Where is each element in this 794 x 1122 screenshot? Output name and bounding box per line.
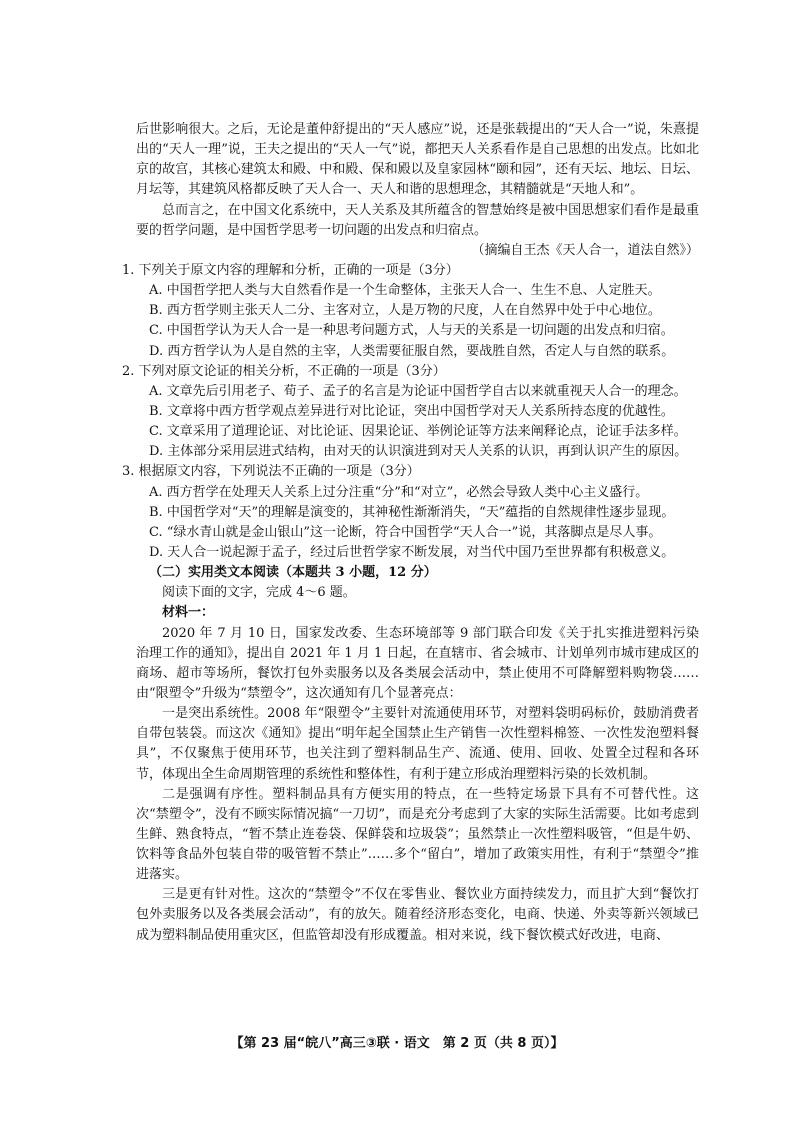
material-paragraph: 三是更有针对性。这次的“禁塑令”不仅在零售业、餐饮业方面持续发力，而且扩大到“餐饮打包外卖服务以及各类展会活动”，有的放矢。随着经济形态变化，电商、快递、外卖等新兴领域已成为塑料制品使用重灾区，但监管却没有形成覆盖。相对来说，线下餐饮模式好改进，电商、 bbox=[136, 887, 699, 943]
question-3 bbox=[122, 462, 699, 563]
option-d: D. 天人合一说起源于孟子，经过后世哲学家不断发展，对当代中国乃至世界都有积极意义。 bbox=[149, 544, 675, 560]
page-footer: 【第 23 届“皖八”高三③联 · 语文 第 2 页（共 8 页）】 bbox=[230, 1036, 564, 1051]
question-stem: 2. 下列对原文论证的相关分析，不正确的一项是（3分） bbox=[122, 363, 446, 379]
question-1 bbox=[122, 261, 699, 362]
option-a: A. 中国哲学把人类与大自然看作是一个生命整体，主张天人合一、生生不息、人定胜天。 bbox=[149, 283, 661, 299]
option-b: B. 中国哲学对“天”的理解是演变的，其神秘性渐渐消失，“天”蕴指的自然规律性逐步显现。 bbox=[149, 504, 675, 520]
option-c: C. “绿水青山就是金山银山”这一论断，符合中国哲学“天人合一”说，其落脚点是尽人事。 bbox=[149, 524, 662, 540]
section-title: （二）实用类文本阅读（本题共 3 小题，12 分） bbox=[149, 565, 437, 581]
option-b: B. 文章将中西方哲学观点差异进行对比论证，突出中国哲学对天人关系所持态度的优越性。 bbox=[149, 403, 674, 419]
option-d: D. 主体部分采用层进式结构，由对天的认识演进到对天人关系的认识，再到认识产生的原因。 bbox=[149, 444, 688, 460]
option-d: D. 西方哲学认为人是自然的主宰，人类需要征服自然，要战胜自然，否定人与自然的联系。 bbox=[149, 343, 675, 359]
intro-paragraph: 后世影响很大。之后，无论是董仲舒提出的“天人感应”说，还是张载提出的“天人合一”说，朱熹提出的“天人一理”说，王夫之提出的“天人一气”说，都把天人关系看作是自己思想的出发点。比如北京的故宫，其核心建筑太和殿、中和殿、保和殿以及皇家园林“颐和园”，还有天坛、地坛、日坛、月坛等，其建筑风格都反映了天人合一、天人和谐的思想理念，其精髓就是“天地人和”。 bbox=[136, 122, 699, 198]
question-stem: 1. 下列关于原文内容的理解和分析，正确的一项是（3分） bbox=[122, 262, 459, 278]
question-2 bbox=[122, 362, 699, 463]
option-a: A. 文章先后引用老子、荀子、孟子的名言是为论证中国哲学自古以来就重视天人合一的理念。 bbox=[149, 383, 687, 399]
page-content bbox=[122, 120, 699, 946]
material-paragraph: 2020 年 7 月 10 日，国家发改委、生态环境部等 9 部门联合印发《关于扎实推进塑料污染治理工作的通知》，提出自 2021 年 1 月 1 日起，在直辖市、省会城市、计划单列市城市建成区的商场、超市等场所，餐饮打包外卖服务以及各类展会活动中，禁止使用不可降解塑料购物袋……由“限塑令”升级为“禁塑令”，这次通知有几个显著亮点： bbox=[136, 625, 699, 701]
question-stem: 3. 根据原文内容，下列说法不正确的一项是（3分） bbox=[122, 464, 420, 480]
option-a: A. 西方哲学在处理天人关系上过分注重“分”和“对立”，必然会导致人类中心主义盛行。 bbox=[149, 484, 649, 500]
source-citation: （摘编自王杰《天人合一，道法自然》） bbox=[471, 242, 699, 258]
intro-paragraph: 总而言之，在中国文化系统中，天人关系及其所蕴含的智慧始终是被中国思想家们看作是最重要的哲学问题，是中国哲学思考一切问题的出发点和归宿点。 bbox=[136, 202, 699, 238]
option-b: B. 西方哲学则主张天人二分、主客对立，人是万物的尺度，人在自然界中处于中心地位。 bbox=[149, 303, 661, 319]
material-paragraph: 一是突出系统性。2008 年“限塑令”主要针对流通使用环节，对塑料袋明码标价，鼓励消费者自带包装袋。而这次《通知》提出“明年起全国禁止生产销售一次性塑料棉签、一次性发泡塑料餐具”，不仅聚焦于使用环节，也关注到了塑料制品生产、流通、使用、回收、处置全过程和各环节，体现出全生命周期管理的系统性和整体性，有利于建立形成治理塑料污染的长效机制。 bbox=[136, 706, 699, 782]
material-paragraph: 二是强调有序性。塑料制品具有方便实用的特点，在一些特定场景下具有不可替代性。这次“禁塑令”，没有不顾实际情况搞“一刀切”，而是充分考虑到了大家的实际生活需要。比如考虑到生鲜、熟食特点，“暂不禁止连卷袋、保鲜袋和垃圾袋”；虽然禁止一次性塑料吸管，“但是牛奶、饮料等食品外包装自带的吸管暂不禁止”……多个“留白”，增加了政策实用性，有利于“禁塑令”推进落实。 bbox=[136, 786, 699, 883]
option-c: C. 文章采用了道理论证、对比论证、因果论证、举例论证等方法来阐释论点，论证手法多样。 bbox=[149, 424, 687, 440]
section-instruction: 阅读下面的文字，完成 4～6 题。 bbox=[162, 585, 356, 601]
material-label: 材料一： bbox=[162, 605, 215, 621]
option-c: C. 中国哲学认为天人合一是一种思考问题方式，人与天的关系是一切问题的出发点和归宿。 bbox=[149, 323, 674, 339]
